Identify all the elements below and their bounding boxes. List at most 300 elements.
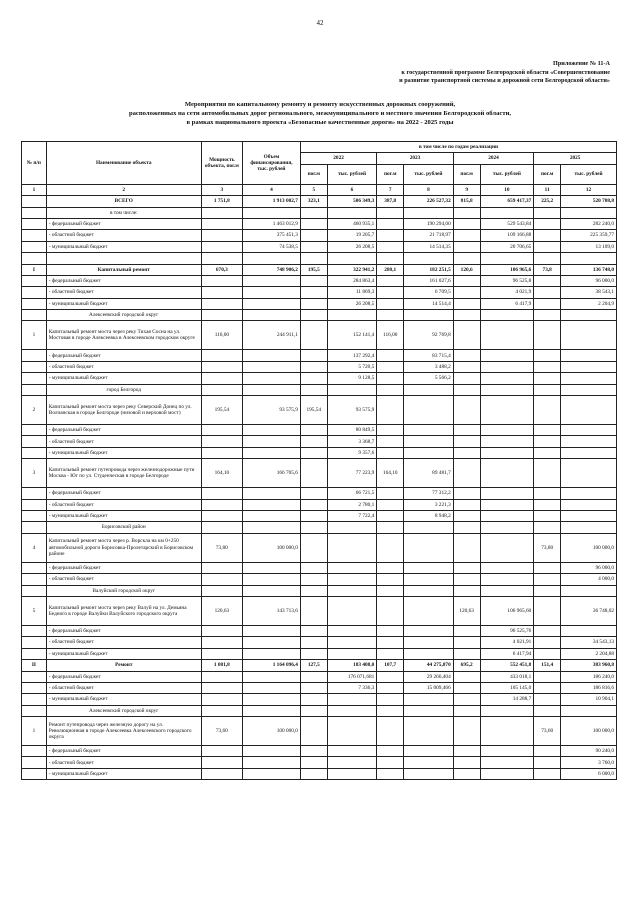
cell-num <box>22 648 47 659</box>
cell-2023-rub <box>404 648 454 659</box>
cell-2023-rub <box>404 768 454 779</box>
cell-2024-rub: 106 965,60 <box>480 596 534 625</box>
cell-num <box>22 682 47 693</box>
cell-name: - областной бюджет <box>46 436 201 447</box>
col-number: 6 <box>327 184 377 195</box>
cell-2025-pogm <box>534 241 561 252</box>
cell-2022-pogm <box>300 522 327 533</box>
cell-2022-pogm <box>300 625 327 636</box>
cell-2024-pogm <box>453 574 480 585</box>
cell-2023-pogm <box>377 533 404 562</box>
cell-num <box>22 384 47 395</box>
cell-2025-rub: 38 543,1 <box>561 287 617 298</box>
cell-2023-rub: 89 481,7 <box>404 459 454 488</box>
cell-2023-pogm <box>377 522 404 533</box>
cell-num: 2 <box>22 396 47 425</box>
header-by-years: в том числе по годам реализации <box>300 142 616 153</box>
cell-2025-rub: 96 000,0 <box>561 275 617 286</box>
cell-2025-rub: 6 000,0 <box>561 768 617 779</box>
cell-2025-pogm <box>534 384 561 395</box>
cell-name: - федеральный бюджет <box>46 350 201 361</box>
cell-2023-pogm <box>377 562 404 573</box>
cell-2023-rub <box>404 562 454 573</box>
cell-2022-rub <box>327 562 377 573</box>
cell-financing: 93 575,9 <box>243 396 301 425</box>
cell-capacity <box>201 768 242 779</box>
cell-2023-pogm <box>377 298 404 309</box>
header-year-2025: 2025 <box>534 153 617 164</box>
cell-num <box>22 671 47 682</box>
cell-2022-rub: 11 869,3 <box>327 287 377 298</box>
table-row-object <box>22 459 617 488</box>
cell-2022-pogm <box>300 757 327 768</box>
cell-2022-pogm <box>300 768 327 779</box>
cell-2023-rub <box>404 705 454 716</box>
cell-num: 5 <box>22 596 47 625</box>
cell-2024-rub: 659 417,37 <box>480 196 534 207</box>
cell-capacity <box>201 637 242 648</box>
header-unit-pogm: пог.м <box>300 164 327 184</box>
cell-2024-pogm <box>453 425 480 436</box>
cell-2025-rub <box>561 361 617 372</box>
title-line-1: Мероприятия по капитальному ремонту и ремонту искусственных дорожных сооружений, <box>184 101 456 108</box>
cell-name: Капитальный ремонт моста через реку Валуй на ул. Демьяна Бедного в городе Валуйки Валуйского городского округа <box>46 596 201 625</box>
header-row-col-numbers <box>22 184 617 195</box>
cell-2024-pogm <box>453 488 480 499</box>
cell-2022-rub <box>327 574 377 585</box>
cell-name: - областной бюджет <box>46 574 201 585</box>
cell-2024-pogm <box>453 447 480 458</box>
cell-2025-pogm <box>534 637 561 648</box>
cell-2022-rub: 9 128,5 <box>327 373 377 384</box>
cell-capacity: 164,10 <box>201 459 242 488</box>
cell-2024-pogm <box>453 436 480 447</box>
cell-2024-pogm <box>453 768 480 779</box>
cell-2025-pogm <box>534 425 561 436</box>
header-unit-pogm: пог.м <box>377 164 404 184</box>
title-line-2: расположенных на сети автомобильных дорог регионального, межмуниципального и местного значения Белгородской области, <box>128 110 512 117</box>
cell-capacity <box>201 384 242 395</box>
cell-num <box>22 275 47 286</box>
cell-financing <box>243 287 301 298</box>
cell-2025-pogm <box>534 585 561 596</box>
cell-2025-pogm <box>534 436 561 447</box>
cell-2024-rub <box>480 746 534 757</box>
cell-num: 1 <box>22 321 47 350</box>
table-row-fund <box>22 625 617 636</box>
cell-2023-rub <box>404 436 454 447</box>
cell-2022-pogm: 195,5 <box>300 264 327 275</box>
header-unit-pogm: пог.м <box>534 164 561 184</box>
table-row-total <box>22 196 617 207</box>
cell-2025-rub: 34 543,13 <box>561 637 617 648</box>
cell-2025-rub: 186 816,6 <box>561 682 617 693</box>
cell-name: Капитальный ремонт моста через реку Северский Донец по ул. Волчанская в городе Белгороде (низовой и верховой мост) <box>46 396 201 425</box>
cell-2025-rub: 3 760,0 <box>561 757 617 768</box>
cell-2025-rub: 13 109,0 <box>561 241 617 252</box>
cell-financing: 100 000,0 <box>243 533 301 562</box>
table-row-sub <box>22 207 617 218</box>
cell-2023-rub: 77 312,2 <box>404 488 454 499</box>
cell-num <box>22 637 47 648</box>
cell-capacity: 73,80 <box>201 533 242 562</box>
cell-2025-rub <box>561 510 617 521</box>
cell-2024-rub <box>480 488 534 499</box>
cell-2022-rub <box>327 625 377 636</box>
cell-2024-rub <box>480 447 534 458</box>
cell-2025-pogm <box>534 671 561 682</box>
cell-2025-pogm <box>534 230 561 241</box>
table-row-fund <box>22 361 617 372</box>
cell-2024-pogm <box>453 321 480 350</box>
cell-name: - областной бюджет <box>46 230 201 241</box>
cell-financing <box>243 499 301 510</box>
cell-2022-pogm <box>300 241 327 252</box>
table-row-fund <box>22 671 617 682</box>
col-number: 11 <box>534 184 561 195</box>
cell-2025-pogm <box>534 562 561 573</box>
cell-2025-rub: 100 000,0 <box>561 717 617 746</box>
cell-num <box>22 196 47 207</box>
cell-2022-pogm <box>300 585 327 596</box>
cell-2025-pogm <box>534 361 561 372</box>
cell-name: - муниципальный бюджет <box>46 694 201 705</box>
cell-financing <box>243 310 301 321</box>
cell-capacity: 120,63 <box>201 596 242 625</box>
header-unit-rub: тыс. рублей <box>480 164 534 184</box>
district-heading: Алексеевский городской округ <box>46 705 201 716</box>
cell-capacity <box>201 218 242 229</box>
cell-2023-rub <box>404 396 454 425</box>
cell-2023-pogm <box>377 717 404 746</box>
cell-num <box>22 499 47 510</box>
cell-2024-pogm <box>453 241 480 252</box>
cell-2024-pogm: 695,2 <box>453 660 480 671</box>
cell-num <box>22 310 47 321</box>
cell-2022-rub <box>327 522 377 533</box>
cell-2024-pogm <box>453 637 480 648</box>
table-row-fund <box>22 447 617 458</box>
cell-2022-pogm <box>300 488 327 499</box>
cell-capacity <box>201 510 242 521</box>
cell-2024-pogm <box>453 350 480 361</box>
cell-2022-pogm <box>300 574 327 585</box>
cell-2022-pogm <box>300 350 327 361</box>
cell-2023-rub <box>404 522 454 533</box>
cell-2025-pogm <box>534 207 561 218</box>
col-number: 3 <box>201 184 242 195</box>
cell-2023-pogm <box>377 574 404 585</box>
cell-2022-rub: 26 208,5 <box>327 298 377 309</box>
col-number: 7 <box>377 184 404 195</box>
cell-2023-pogm <box>377 746 404 757</box>
cell-2024-pogm <box>453 510 480 521</box>
cell-name: Капитальный ремонт моста через реку Тихая Сосна на ул. Мостовая в городе Алексеевка в Алексеевском городском округе <box>46 321 201 350</box>
cell-2023-pogm <box>377 625 404 636</box>
cell-financing <box>243 207 301 218</box>
cell-2023-rub <box>404 717 454 746</box>
cell-name: - федеральный бюджет <box>46 562 201 573</box>
cell-num <box>22 585 47 596</box>
cell-2024-rub <box>480 757 534 768</box>
cell-2023-rub <box>404 310 454 321</box>
cell-name: Капитальный ремонт <box>46 264 201 275</box>
table-row-district <box>22 310 617 321</box>
cell-2025-pogm <box>534 310 561 321</box>
cell-name: - областной бюджет <box>46 757 201 768</box>
subheading: в том числе: <box>46 207 201 218</box>
cell-2023-rub: 8 948,2 <box>404 510 454 521</box>
cell-2022-rub: 7 722,4 <box>327 510 377 521</box>
col-number: 1 <box>22 184 47 195</box>
cell-2025-rub <box>561 488 617 499</box>
cell-capacity: 1 081,8 <box>201 660 242 671</box>
cell-num: I <box>22 264 47 275</box>
cell-2024-pogm <box>453 522 480 533</box>
cell-2024-rub <box>480 574 534 585</box>
cell-capacity <box>201 253 242 264</box>
cell-2025-pogm <box>534 694 561 705</box>
cell-2022-rub <box>327 310 377 321</box>
cell-2022-rub: 93 575,9 <box>327 396 377 425</box>
district-heading: город Белгород <box>46 384 201 395</box>
measures-table <box>21 141 617 780</box>
cell-2025-rub <box>561 384 617 395</box>
cell-2022-pogm <box>300 671 327 682</box>
cell-2023-pogm: 164,10 <box>377 459 404 488</box>
cell-2025-rub <box>561 207 617 218</box>
cell-num <box>22 705 47 716</box>
cell-2022-rub <box>327 717 377 746</box>
cell-2023-rub <box>404 746 454 757</box>
cell-2024-rub <box>480 533 534 562</box>
cell-2025-rub: 90 240,0 <box>561 746 617 757</box>
cell-capacity <box>201 694 242 705</box>
cell-num <box>22 488 47 499</box>
table-row-fund <box>22 350 617 361</box>
cell-financing <box>243 705 301 716</box>
cell-capacity <box>201 562 242 573</box>
cell-capacity <box>201 241 242 252</box>
cell-name: Ремонт путепровода через железную дорогу на ул. Революционная в городе Алексеевка Алексеевского городского округа <box>46 717 201 746</box>
table-row-fund <box>22 746 617 757</box>
cell-2022-rub: 9 357,6 <box>327 447 377 458</box>
cell-2023-pogm <box>377 682 404 693</box>
cell-2025-rub: 96 000,0 <box>561 562 617 573</box>
cell-2023-pogm <box>377 275 404 286</box>
cell-2023-pogm <box>377 436 404 447</box>
cell-name <box>46 253 201 264</box>
cell-2025-rub: 186 240,0 <box>561 671 617 682</box>
cell-2022-pogm <box>300 425 327 436</box>
cell-2022-rub <box>327 768 377 779</box>
cell-2025-pogm <box>534 682 561 693</box>
cell-capacity <box>201 275 242 286</box>
cell-2023-rub: 182 251,5 <box>404 264 454 275</box>
cell-name: - федеральный бюджет <box>46 218 201 229</box>
cell-2025-pogm <box>534 625 561 636</box>
cell-2025-pogm <box>534 648 561 659</box>
table-row-object <box>22 717 617 746</box>
cell-2023-rub <box>404 585 454 596</box>
cell-capacity <box>201 499 242 510</box>
cell-2023-rub <box>404 637 454 648</box>
cell-capacity <box>201 298 242 309</box>
cell-2024-rub <box>480 384 534 395</box>
cell-2023-rub <box>404 207 454 218</box>
cell-2025-pogm: 225,2 <box>534 196 561 207</box>
cell-2025-pogm <box>534 574 561 585</box>
cell-2024-rub: 529 543,84 <box>480 218 534 229</box>
cell-2023-pogm <box>377 705 404 716</box>
district-heading: Борисовский район <box>46 522 201 533</box>
cell-num <box>22 757 47 768</box>
table-row-fund <box>22 648 617 659</box>
cell-2025-rub <box>561 396 617 425</box>
cell-capacity <box>201 522 242 533</box>
table-row-object <box>22 321 617 350</box>
cell-2022-rub <box>327 637 377 648</box>
cell-num <box>22 425 47 436</box>
cell-2023-pogm <box>377 488 404 499</box>
cell-2022-rub <box>327 585 377 596</box>
cell-num <box>22 562 47 573</box>
cell-2025-pogm <box>534 499 561 510</box>
table-row-fund <box>22 499 617 510</box>
cell-2024-pogm: 815,8 <box>453 196 480 207</box>
cell-2024-rub <box>480 499 534 510</box>
cell-2022-pogm <box>300 298 327 309</box>
header-row-1 <box>22 142 617 153</box>
cell-2022-pogm: 195,54 <box>300 396 327 425</box>
cell-2024-rub <box>480 459 534 488</box>
header-capacity: Мощность объекта, пог.м <box>201 142 242 185</box>
table-row-fund <box>22 241 617 252</box>
cell-2022-rub: 77 223,9 <box>327 459 377 488</box>
table-row-section <box>22 660 617 671</box>
cell-financing: 244 911,1 <box>243 321 301 350</box>
cell-num <box>22 241 47 252</box>
cell-financing <box>243 447 301 458</box>
cell-2022-pogm <box>300 717 327 746</box>
cell-financing: 748 906,2 <box>243 264 301 275</box>
cell-financing <box>243 682 301 693</box>
cell-2024-rub <box>480 207 534 218</box>
cell-financing <box>243 275 301 286</box>
cell-2024-pogm: 120,6 <box>453 264 480 275</box>
table-row-fund <box>22 694 617 705</box>
cell-2022-pogm <box>300 596 327 625</box>
cell-financing: 1 913 002,7 <box>243 196 301 207</box>
cell-2022-pogm <box>300 287 327 298</box>
cell-2025-rub <box>561 436 617 447</box>
cell-2025-rub: 2 204,88 <box>561 648 617 659</box>
cell-2024-rub <box>480 373 534 384</box>
table-row-fund <box>22 298 617 309</box>
cell-2024-pogm <box>453 533 480 562</box>
cell-2025-pogm <box>534 321 561 350</box>
cell-2024-pogm <box>453 310 480 321</box>
cell-name: - муниципальный бюджет <box>46 241 201 252</box>
cell-capacity <box>201 350 242 361</box>
cell-capacity: 1 751,8 <box>201 196 242 207</box>
cell-2024-pogm <box>453 585 480 596</box>
cell-2024-pogm <box>453 275 480 286</box>
cell-2023-pogm <box>377 757 404 768</box>
cell-num <box>22 298 47 309</box>
cell-capacity: 116,00 <box>201 321 242 350</box>
cell-2025-rub: 100 000,0 <box>561 533 617 562</box>
cell-2022-pogm <box>300 275 327 286</box>
cell-2025-pogm: 73,80 <box>534 533 561 562</box>
table-row-fund <box>22 436 617 447</box>
cell-2025-rub <box>561 425 617 436</box>
cell-2024-rub: 4 021,91 <box>480 637 534 648</box>
cell-2024-rub: 433 018,1 <box>480 671 534 682</box>
cell-financing <box>243 671 301 682</box>
cell-2024-pogm <box>453 373 480 384</box>
cell-name: - муниципальный бюджет <box>46 373 201 384</box>
cell-2023-pogm <box>377 499 404 510</box>
cell-capacity <box>201 671 242 682</box>
table-row-fund <box>22 488 617 499</box>
cell-2023-rub: 3 221,3 <box>404 499 454 510</box>
cell-2022-rub: 152 141,4 <box>327 321 377 350</box>
cell-financing: 74 538,5 <box>243 241 301 252</box>
cell-2023-pogm <box>377 373 404 384</box>
cell-financing: 100 000,0 <box>243 717 301 746</box>
cell-2023-pogm <box>377 585 404 596</box>
cell-name: - муниципальный бюджет <box>46 510 201 521</box>
cell-name: - федеральный бюджет <box>46 671 201 682</box>
cell-capacity <box>201 436 242 447</box>
cell-2024-pogm <box>453 287 480 298</box>
cell-name: - муниципальный бюджет <box>46 298 201 309</box>
cell-2025-rub: 520 708,8 <box>561 196 617 207</box>
cell-2022-pogm <box>300 253 327 264</box>
cell-2025-rub: 225 359,77 <box>561 230 617 241</box>
document-title <box>0 100 640 127</box>
cell-financing <box>243 625 301 636</box>
cell-financing: 1 164 096,4 <box>243 660 301 671</box>
cell-2025-rub <box>561 522 617 533</box>
table-row-fund <box>22 373 617 384</box>
cell-2023-rub: 29 266,404 <box>404 671 454 682</box>
cell-2024-pogm <box>453 499 480 510</box>
cell-name: - областной бюджет <box>46 361 201 372</box>
cell-2024-rub <box>480 562 534 573</box>
cell-2022-pogm <box>300 373 327 384</box>
cell-2023-pogm: 116,00 <box>377 321 404 350</box>
cell-num <box>22 373 47 384</box>
cell-name: Ремонт <box>46 660 201 671</box>
cell-capacity: 670,3 <box>201 264 242 275</box>
cell-2023-pogm: 387,8 <box>377 196 404 207</box>
cell-2022-pogm <box>300 637 327 648</box>
cell-financing <box>243 436 301 447</box>
cell-2023-rub: 15 009,466 <box>404 682 454 693</box>
cell-2024-pogm <box>453 384 480 395</box>
cell-2024-pogm <box>453 562 480 573</box>
cell-2023-rub <box>404 625 454 636</box>
cell-2025-pogm: 73,8 <box>534 264 561 275</box>
cell-name: - областной бюджет <box>46 287 201 298</box>
header-unit-rub: тыс. рублей <box>561 164 617 184</box>
cell-2025-rub <box>561 499 617 510</box>
table-row-fund <box>22 230 617 241</box>
cell-2023-pogm <box>377 287 404 298</box>
table-row-fund <box>22 562 617 573</box>
